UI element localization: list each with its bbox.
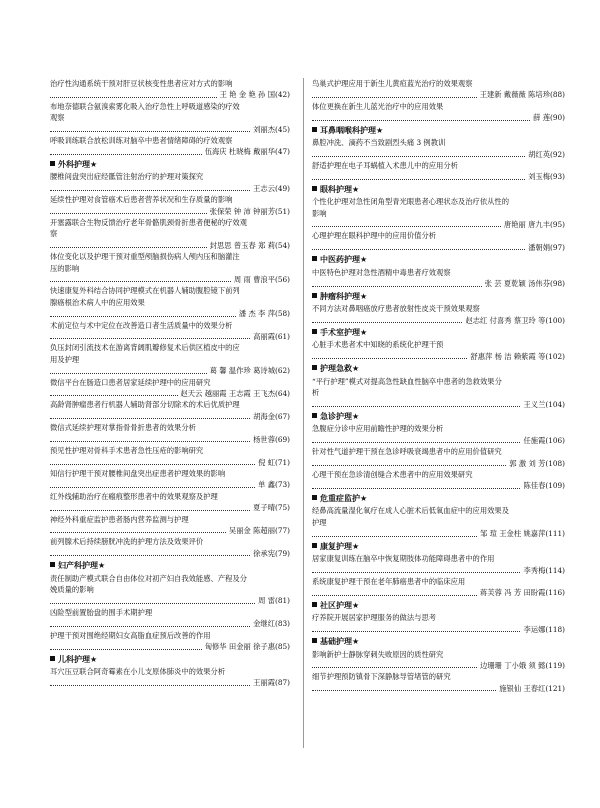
entry-authors-page: 伍海庆 杜晓梅 戴丽华(47) [204, 147, 290, 157]
entry-title-line: 察 [50, 229, 58, 239]
entry-title-line: 个性化护理对急性闭角型青光眼患者心理状态及治疗依从性的 [312, 197, 510, 207]
section-heading [312, 363, 565, 376]
dot-leader [50, 338, 250, 339]
entry-authors-row [312, 660, 565, 671]
entry-title-line: 疗养院开展居家护理服务的做法与思考 [312, 613, 437, 623]
section-label: 肿瘤科护理★ [320, 291, 368, 301]
column-divider [303, 78, 304, 748]
dot-leader [312, 536, 477, 537]
section-square-icon [312, 365, 317, 370]
section-heading [312, 291, 565, 304]
entry-title-line: 娩质量的影响 [50, 585, 94, 595]
entry-authors-row [312, 171, 565, 182]
dot-leader [312, 156, 525, 157]
entry-authors-page: 陈佳春(109) [523, 481, 565, 491]
entry-authors-page: 李秀梅(114) [523, 565, 565, 575]
toc-entry[interactable] [312, 137, 565, 160]
toc-entry[interactable] [50, 342, 290, 376]
toc-entry[interactable] [50, 630, 290, 653]
entry-authors-page: 封思思 曾玉春 郑 莉(54) [209, 240, 290, 250]
entry-authors-row [50, 146, 290, 157]
dot-leader [50, 213, 207, 214]
entry-authors-page: 赵志红 付喜秀 蔡卫玲 等(100) [465, 315, 565, 325]
entry-authors-row [50, 618, 290, 629]
toc-entry[interactable] [50, 194, 290, 217]
entry-authors-page: 倪 虹(71) [258, 457, 290, 467]
entry-title-line: 心脏手术患者术中知晓的系统化护理干预 [312, 340, 444, 350]
toc-entry[interactable] [312, 671, 565, 694]
entry-authors-row [50, 308, 290, 319]
entry-title-line: 知信行护理干预对腰椎间盘突出症患者护理效果的影响 [50, 468, 226, 478]
section-heading [312, 254, 565, 267]
dot-leader [50, 555, 250, 556]
entry-title-line: 红外线辅助治疗在瘢痕整形患者中的效果观察及护理 [50, 491, 218, 501]
entry-title-line: 前列腺术后持续膀胱冲洗的护理方法及效果评价 [50, 537, 204, 547]
section-heading [50, 560, 290, 573]
entry-authors-page: 任施霞(106) [523, 435, 565, 445]
entry-authors-page: 潘 杰 李 萍(58) [238, 309, 290, 319]
entry-title-line: 细节护理预防镇骨下深静脉导管堵管的研究 [312, 672, 451, 682]
dot-leader [50, 316, 236, 317]
dot-leader [312, 226, 501, 227]
toc-entry[interactable] [312, 576, 565, 599]
entry-authors-row [50, 365, 290, 376]
entry-title-line: 腰椎间盘突出症经骶管注射治疗的护理对策探究 [50, 172, 204, 182]
entry-authors-row [312, 89, 565, 100]
entry-title-line: 微信式延续护理对掌指骨骨折患者的效果分析 [50, 423, 196, 433]
entry-authors-row [312, 278, 565, 289]
entry-authors-row [312, 480, 565, 491]
section-label: 外科护理★ [58, 159, 98, 169]
entry-authors-page: 张保荣 钟 沛 钟丽芳(51) [209, 206, 290, 216]
entry-title-line: 治疗性沟通系统干预对肝豆状核变性患者应对方式的影响 [50, 79, 233, 88]
entry-authors-row [312, 315, 565, 326]
entry-authors-row [50, 548, 290, 559]
entry-authors-row [50, 206, 290, 217]
toc-entry[interactable] [50, 536, 290, 559]
entry-title-line: 体位更换在新生儿蓝光治疗中的应用效果 [312, 101, 444, 111]
dot-leader [312, 465, 506, 466]
toc-entry[interactable] [312, 267, 565, 290]
dot-leader [50, 441, 250, 442]
dot-leader [50, 395, 178, 396]
entry-authors-row [50, 525, 290, 536]
entry-title-line: 护理干预对围绝经期妇女高脂血症预后改善的作用 [50, 630, 211, 640]
entry-title-line: 术前定位与术中定位在改善造口者生活质量中的效果分析 [50, 320, 233, 330]
dot-leader [50, 190, 250, 191]
toc-entry[interactable] [50, 78, 290, 101]
entry-authors-row [312, 219, 565, 230]
entry-authors-page: 葛 馨 温作珍 葛诗城(62) [209, 366, 290, 376]
entry-title-line: 护理 [312, 517, 327, 527]
dot-leader [50, 464, 255, 465]
entry-authors-page: 王义兰(104) [523, 399, 565, 409]
toc-entry[interactable] [312, 446, 565, 469]
toc-entry[interactable] [50, 399, 290, 422]
section-label: 妇产科护理★ [58, 561, 106, 571]
toc-entry[interactable] [50, 445, 290, 468]
entry-title-line: “平行护理”模式对提高急性缺血性脑卒中患者的急救效果分 [312, 376, 502, 386]
dot-leader [312, 97, 477, 98]
entry-authors-page: 匈修华 田金丽 徐子惠(85) [204, 642, 290, 652]
entry-authors-row [312, 149, 565, 160]
entry-authors-row [50, 124, 290, 135]
dot-leader [312, 572, 520, 573]
entry-authors-row [312, 242, 565, 253]
entry-title-line: 凶险型前置胎盘的围手术期护理 [50, 607, 153, 617]
entry-title-line: 压的影响 [50, 263, 80, 273]
entry-title-line: 体位变化以及护理干预对重型颅脑损伤病人颅内压和脑灌注 [50, 252, 240, 262]
entry-authors-page: 王建新 戴薇薇 陈培珍(88) [479, 90, 565, 100]
dot-leader [50, 487, 255, 488]
dot-leader [50, 281, 231, 282]
entry-title-line: 开塞露联合生物反馈治疗老年骨骼肌颈骨折患者便秘的疗效观 [50, 217, 248, 227]
entry-authors-row [50, 457, 290, 468]
toc-entry[interactable] [312, 423, 565, 446]
entry-authors-page: 唐艳丽 唐九丰(95) [503, 220, 565, 230]
section-label: 手术室护理★ [320, 327, 368, 337]
section-square-icon [50, 161, 55, 166]
entry-title-line: 不同方法对鼻咽癌放疗患者放射性皮炎干预效果观察 [312, 304, 480, 314]
toc-entry[interactable] [50, 320, 290, 343]
entry-title-line: 经鼻高流量湿化氧疗在成人心脏术后低氧血症中的应用效果及 [312, 506, 510, 516]
dot-leader [312, 488, 520, 489]
section-label: 护理急救★ [320, 364, 360, 374]
entry-authors-row [312, 683, 565, 694]
section-square-icon [50, 656, 55, 661]
section-square-icon [312, 293, 317, 298]
section-label: 基础护理★ [320, 637, 360, 647]
entry-authors-row [312, 624, 565, 635]
entry-authors-row [312, 565, 565, 576]
toc-entry[interactable] [312, 303, 565, 326]
dot-leader [312, 690, 496, 691]
dot-leader [312, 595, 477, 596]
section-label: 儿科护理★ [58, 654, 98, 664]
toc-entry[interactable] [50, 171, 290, 194]
section-square-icon [312, 329, 317, 334]
toc-entry[interactable] [312, 230, 565, 253]
entry-title-line: 针对性气道护理干预在急诊呼吸衰竭患者中的应用价值研究 [312, 447, 502, 457]
section-heading [312, 636, 565, 649]
section-label: 急诊护理★ [320, 411, 360, 421]
entry-title-line: 耳穴压豆联合阿奇霉素在小儿支原体肺炎中的效果分析 [50, 667, 226, 676]
entry-authors-page: 周 雷(81) [258, 596, 290, 606]
entry-title-line: 观察 [50, 113, 65, 123]
entry-authors-page: 施银仙 王春红(121) [499, 683, 565, 693]
entry-authors-page: 胡海金(67) [253, 411, 290, 421]
entry-authors-page: 刘丽杰(45) [253, 124, 290, 134]
toc-entry[interactable] [50, 666, 290, 689]
toc-entry[interactable] [50, 251, 290, 285]
entry-authors-row [50, 89, 290, 100]
entry-title-line: 鸟巢式护理应用于新生儿黄疸蓝光治疗的效果观察 [312, 79, 473, 88]
toc-entry[interactable] [50, 101, 290, 135]
entry-authors-row [312, 351, 565, 362]
entry-title-line: 系统康复护理干预在老年肺癌患者中的临床应用 [312, 576, 466, 586]
entry-authors-row [50, 434, 290, 445]
entry-authors-page: 舒惠萍 杨 洁 赖紫霞 等(102) [470, 351, 565, 361]
toc-entry[interactable] [312, 376, 565, 410]
entry-authors-row [312, 112, 565, 123]
toc-entry[interactable] [312, 339, 565, 362]
toc-entry[interactable] [312, 78, 565, 101]
entry-title-line: 心理干预在急诊清创缝合术患者中的应用效果研究 [312, 470, 473, 480]
entry-authors-page: 李运娜(118) [523, 624, 565, 634]
entry-title-line: 负压封闭引流技术在游离背阔肌瓣修复术后供区植皮中的应 [50, 343, 240, 353]
toc-entry[interactable] [50, 573, 290, 607]
entry-authors-page: 王 艳 金 艳 孙 国(42) [219, 90, 290, 100]
entry-authors-page: 边珊珊 丁小娥 须 懿(119) [480, 660, 565, 670]
dot-leader [312, 249, 525, 250]
entry-authors-page: 蒋芙蓉 冯 芳 田盼霞(116) [480, 588, 565, 598]
entry-authors-page: 徐承宪(79) [253, 548, 290, 558]
entry-authors-row [50, 331, 290, 342]
entry-authors-row [50, 388, 290, 399]
entry-title-line: 呼吸训练联合放松训练对脑卒中患者情绪障碍的疗效观察 [50, 136, 233, 146]
dot-leader [50, 626, 250, 627]
entry-authors-row [50, 677, 290, 688]
section-label: 危重症监护★ [320, 493, 368, 503]
toc-entry[interactable] [312, 553, 565, 576]
entry-authors-page: 王丽霞(87) [253, 678, 290, 688]
dot-leader [312, 120, 530, 121]
entry-authors-page: 周 雨 曹浪平(56) [233, 275, 290, 284]
section-square-icon [312, 186, 317, 191]
dot-leader [50, 247, 207, 248]
dot-leader [312, 286, 482, 287]
entry-title-line: 心理护理在眼科护理中的应用价值分析 [312, 231, 437, 241]
dot-leader [50, 97, 217, 98]
section-square-icon [312, 127, 317, 132]
entry-title-line: 影响新护士静脉穿刺失败原因的质性研究 [312, 649, 444, 659]
entry-authors-page: 吴丽金 陈超丽(77) [228, 525, 290, 535]
entry-authors-row [50, 641, 290, 652]
toc-entry[interactable] [312, 196, 565, 230]
entry-authors-row [50, 411, 290, 422]
toc-entry[interactable] [312, 101, 565, 124]
entry-authors-page: 夏子晴(75) [253, 503, 290, 513]
toc-entry[interactable] [50, 514, 290, 537]
entry-title-line: 延续性护理对食管癌术后患者营养状况和生存质量的影响 [50, 195, 233, 205]
section-heading [312, 184, 565, 197]
dot-leader [312, 631, 520, 632]
entry-title-line: 中医特色护理对急性酒精中毒患者疗效观察 [312, 267, 451, 277]
entry-title-line: 预见性护理对骨科手术患者急性压疮的影响研究 [50, 446, 204, 456]
section-square-icon [312, 638, 317, 643]
entry-authors-row [50, 274, 290, 285]
section-heading [312, 327, 565, 340]
entry-authors-page: 王志云(49) [253, 183, 290, 193]
entry-authors-row [312, 587, 565, 598]
section-square-icon [312, 495, 317, 500]
entry-authors-row [312, 399, 565, 410]
toc-entry[interactable] [50, 468, 290, 491]
entry-authors-row [50, 183, 290, 194]
entry-authors-page: 胡红英(92) [528, 149, 565, 159]
entry-authors-row [50, 595, 290, 606]
section-label: 社区护理★ [320, 600, 360, 610]
section-heading [50, 159, 290, 172]
entry-authors-page: 赵天云 越丽霞 王志霞 王飞杰(64) [180, 389, 290, 399]
toc-right-column [312, 78, 565, 694]
dot-leader [312, 322, 462, 323]
dot-leader [50, 373, 207, 374]
dot-leader [50, 418, 250, 419]
dot-leader [312, 406, 520, 407]
section-square-icon [312, 543, 317, 548]
section-heading [312, 411, 565, 424]
section-heading [50, 654, 290, 667]
entry-authors-page: 杨世蓉(69) [253, 434, 290, 444]
section-heading [312, 125, 565, 138]
dot-leader [312, 358, 467, 359]
entry-title-line: 析 [312, 388, 320, 398]
section-heading [312, 541, 565, 554]
entry-authors-page: 刘玉梅(93) [528, 172, 565, 182]
entry-title-line: 舒适护理在电子耳蜗植入术患儿中的应用分析 [312, 160, 458, 170]
entry-authors-page: 金继红(83) [253, 619, 290, 629]
dot-leader [312, 179, 525, 180]
section-square-icon [312, 256, 317, 261]
entry-authors-page: 薛 莲(90) [533, 113, 565, 123]
entry-authors-row [50, 479, 290, 490]
dot-leader [312, 667, 477, 668]
entry-title-line: 鼻腔冲洗、滴药不当致剧烈头痛 3 例教训 [312, 138, 446, 148]
entry-authors-page: 单 鑫(73) [258, 480, 290, 490]
entry-authors-row [312, 528, 565, 539]
entry-authors-row [312, 458, 565, 469]
entry-title-line: 布地奈德联合氨溴索雾化吸入治疗急性上呼吸道感染的疗效 [50, 101, 240, 111]
toc-entry[interactable] [50, 135, 290, 158]
dot-leader [50, 510, 250, 511]
toc-entry[interactable] [50, 607, 290, 630]
toc-left-column [50, 78, 290, 689]
entry-authors-row [50, 502, 290, 513]
toc-entry[interactable] [312, 469, 565, 492]
toc-entry[interactable] [312, 612, 565, 635]
entry-title-line: 急腹症分诊中应用前瞻性护理的效果分析 [312, 424, 444, 434]
toc-entry[interactable] [50, 422, 290, 445]
toc-entry[interactable] [312, 649, 565, 672]
section-heading [312, 600, 565, 613]
section-square-icon [312, 602, 317, 607]
dot-leader [50, 154, 202, 155]
table-of-contents [50, 78, 565, 778]
entry-title-line: 快速康复外科结合协同护理模式在机器人辅助腹腔镜下前列 [50, 286, 240, 296]
entry-title-line: 影响 [312, 208, 327, 218]
dot-leader [50, 131, 250, 132]
section-square-icon [50, 562, 55, 567]
entry-authors-row [312, 435, 565, 446]
dot-leader [50, 685, 250, 686]
section-heading [312, 493, 565, 506]
dot-leader [312, 442, 520, 443]
entry-title-line: 微信平台在肠造口患者居家延续护理中的应用研究 [50, 377, 211, 387]
dot-leader [50, 649, 202, 650]
section-label: 眼科护理★ [320, 184, 360, 194]
toc-entry[interactable] [312, 505, 565, 539]
entry-title-line: 责任制助产模式联合自由体位对初产妇自我效能感、产程及分 [50, 573, 248, 583]
section-square-icon [312, 413, 317, 418]
entry-authors-page: 邹 瑄 王金柱 姚嘉萍(111) [480, 529, 565, 539]
toc-entry[interactable] [50, 285, 290, 319]
dot-leader [50, 532, 226, 533]
dot-leader [50, 603, 255, 604]
entry-authors-page: 郭 激 刘 芳(108) [509, 458, 565, 468]
entry-title-line: 用及护理 [50, 354, 80, 364]
section-label: 中医药护理★ [320, 255, 368, 265]
toc-entry[interactable] [312, 160, 565, 183]
entry-authors-page: 张 芸 夏乾颖 汤伟芬(98) [484, 279, 565, 289]
entry-title-line: 居家康复训练在脑卒中恢复期肢体功能障碍患者中的作用 [312, 554, 495, 564]
toc-entry[interactable] [50, 377, 290, 400]
entry-authors-row [50, 240, 290, 251]
entry-title-line: 腺癌根治术病人中的应用效果 [50, 297, 145, 307]
toc-entry[interactable] [50, 217, 290, 251]
toc-entry[interactable] [50, 491, 290, 514]
entry-authors-page: 潘朝娟(97) [528, 242, 565, 252]
entry-title-line: 高龄肾肿瘤患者行机器人辅助肾部分切除术的术后优质护理 [50, 400, 240, 410]
entry-authors-page: 高丽霞(61) [253, 332, 290, 342]
entry-title-line: 神经外科重症监护患者肠内营养监测与护理 [50, 514, 189, 524]
section-label: 康复护理★ [320, 541, 360, 551]
section-label: 耳鼻咽喉科护理★ [320, 125, 384, 135]
